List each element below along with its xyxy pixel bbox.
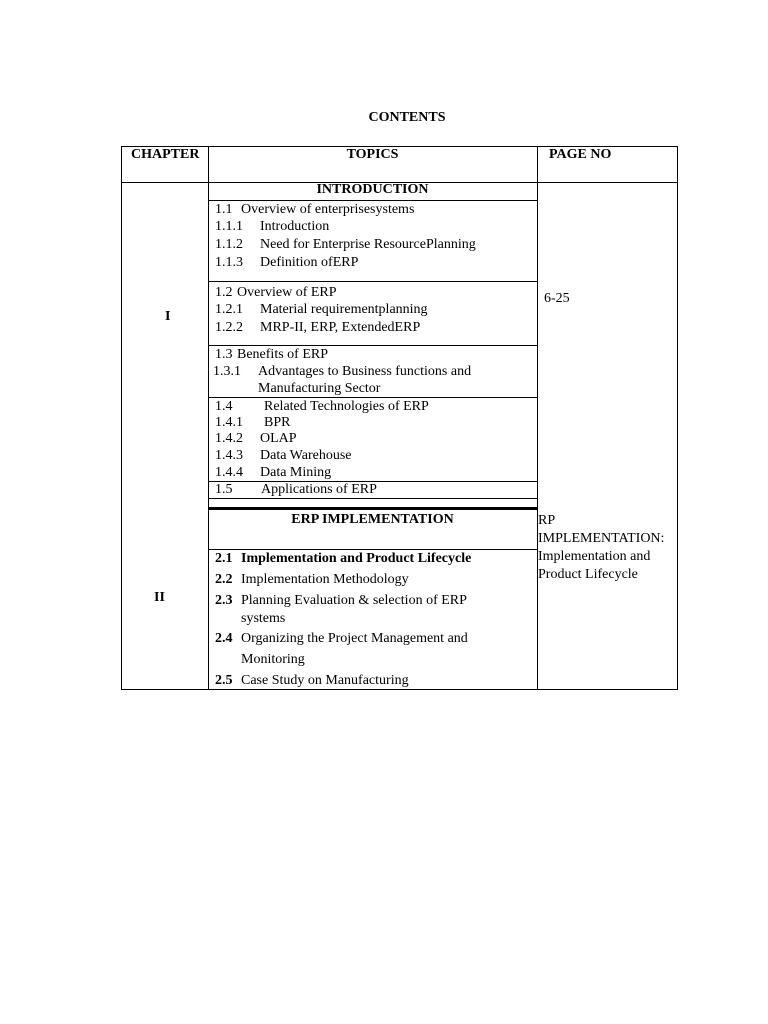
list-item: 1.4.4 Data Mining xyxy=(215,465,332,480)
list-item: 1.4.3 Data Warehouse xyxy=(215,448,352,463)
header-page-no: PAGE NO xyxy=(549,147,612,162)
list-item: 2.1 Implementation and Product Lifecycle xyxy=(215,551,472,566)
header-chapter: CHAPTER xyxy=(131,147,200,162)
list-item: 2.2 Implementation Methodology xyxy=(215,572,409,587)
list-item: 1.2.2 MRP-II, ERP, ExtendedERP xyxy=(215,320,421,335)
list-item: 1.1.1 Introduction xyxy=(215,219,330,234)
chapter-numeral-2: II xyxy=(154,590,165,605)
page-label-line: IMPLEMENTATION: xyxy=(538,531,665,546)
page-label-line: RP xyxy=(538,513,556,528)
list-item: 1.3 Benefits of ERP xyxy=(215,347,328,362)
list-item: 1.4.1 BPR xyxy=(215,415,291,430)
list-item: systems xyxy=(241,611,286,626)
list-item: 1.1.3 Definition ofERP xyxy=(215,255,359,270)
column-separator-2 xyxy=(537,146,538,690)
page-range-chapter-1: 6-25 xyxy=(544,291,570,306)
table-right-border xyxy=(677,146,678,690)
chapter-numeral-1: I xyxy=(165,309,171,324)
list-item: 1.4 Related Technologies of ERP xyxy=(215,399,429,414)
section-title-introduction: INTRODUCTION xyxy=(316,182,429,197)
group-divider-1 xyxy=(208,281,538,282)
list-item: 2.5 Case Study on Manufacturing xyxy=(215,673,409,688)
header-topics: TOPICS xyxy=(346,147,399,162)
page-label-line: Product Lifecycle xyxy=(538,567,638,582)
list-item: 1.2.1 Material requirementplanning xyxy=(215,302,428,317)
list-item: 1.1 Overview of enterprisesystems xyxy=(215,202,415,217)
table-left-border xyxy=(121,146,122,690)
section-title-erp-implementation: ERP IMPLEMENTATION xyxy=(291,512,454,527)
column-separator-1 xyxy=(208,146,209,690)
chapter-separator xyxy=(208,507,538,510)
page-label-line: Implementation and xyxy=(538,549,651,564)
list-item: 1.2 Overview of ERP xyxy=(215,285,337,300)
list-item: 1.3.1 Advantages to Business functions and xyxy=(213,364,472,379)
list-item: Manufacturing Sector xyxy=(258,381,381,396)
list-item: Monitoring xyxy=(241,652,305,667)
list-item: 2.3 Planning Evaluation & selection of ERP xyxy=(215,593,467,608)
list-item: 1.4.2 OLAP xyxy=(215,431,297,446)
table-bottom-border xyxy=(121,689,678,690)
list-item: 1.1.2 Need for Enterprise ResourcePlanning xyxy=(215,237,476,252)
group-divider-5 xyxy=(208,498,538,499)
page-title: CONTENTS xyxy=(368,110,446,125)
list-item: 2.4 Organizing the Project Management and xyxy=(215,631,468,646)
list-item: 1.5 Applications of ERP xyxy=(215,482,377,497)
